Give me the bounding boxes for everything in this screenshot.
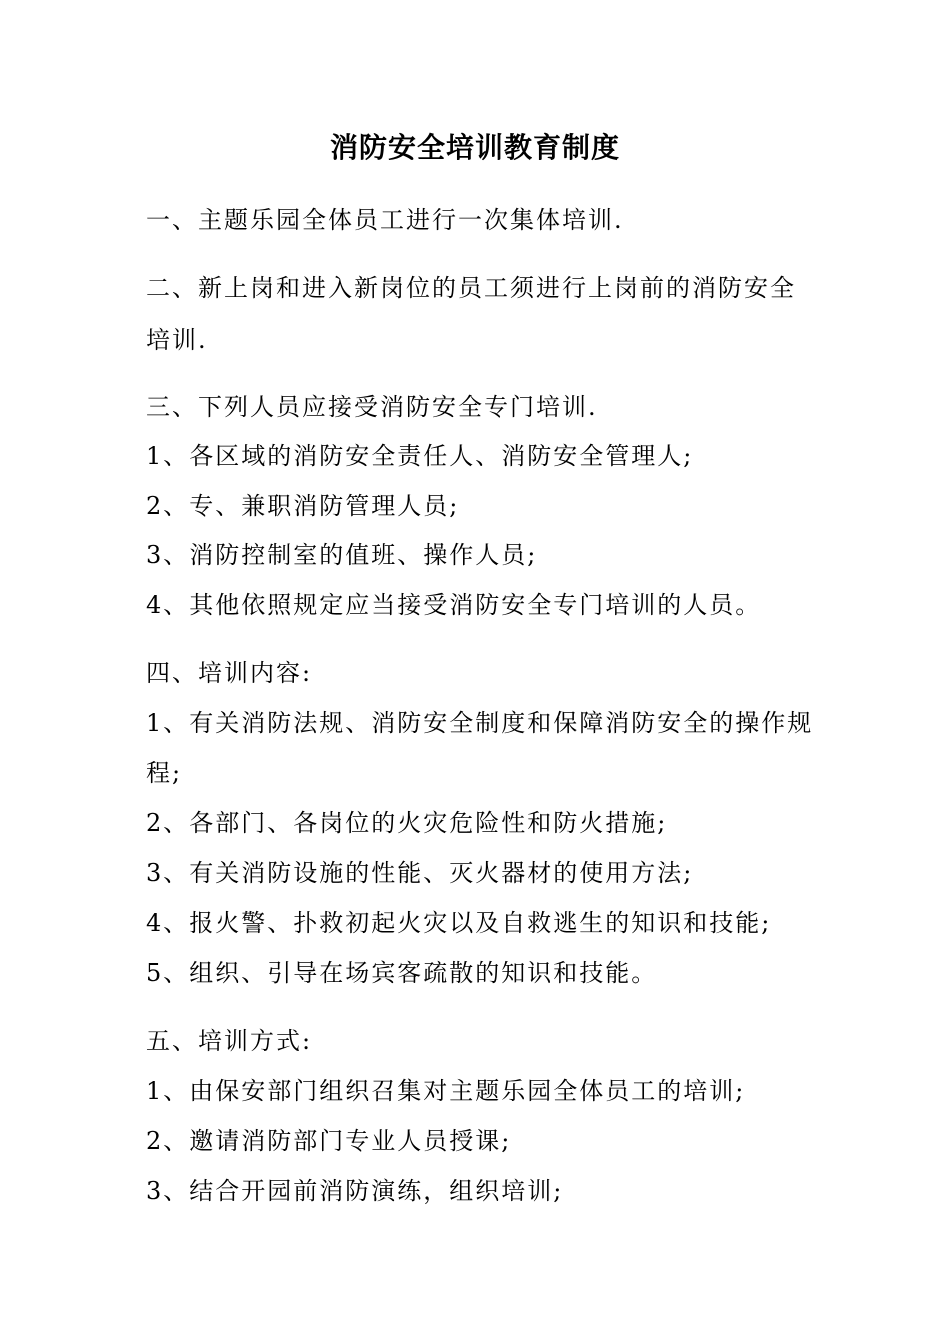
list-item: 1、有关消防法规、消防安全制度和保障消防安全的操作规 [146,709,814,737]
list-item: 3、消防控制室的值班、操作人员; [146,541,538,569]
list-item: 2、各部门、各岗位的火灾危险性和防火措施; [146,809,668,837]
section-3-heading: 三、下列人员应接受消防安全专门培训. [146,393,598,421]
document-title: 消防安全培训教育制度 [329,131,620,164]
list-item: 1、由保安部门组织召集对主题乐园全体员工的培训; [146,1077,746,1105]
list-item-cont: 程; [146,759,183,787]
section-4-heading: 四、培训内容: [146,659,313,687]
list-item: 2、邀请消防部门专业人员授课; [146,1127,512,1155]
section-2-text-cont: 培训. [146,326,208,354]
list-item: 5、组织、引导在场宾客疏散的知识和技能。 [146,959,658,987]
list-item: 4、报火警、扑救初起火灾以及自救逃生的知识和技能; [146,909,772,937]
list-item: 1、各区域的消防安全责任人、消防安全管理人; [146,442,694,470]
section-1-text: 一、主题乐园全体员工进行一次集体培训. [146,206,624,234]
list-item: 2、专、兼职消防管理人员; [146,492,460,520]
section-2-text: 二、新上岗和进入新岗位的员工须进行上岗前的消防安全 [146,274,796,302]
section-5-heading: 五、培训方式: [146,1027,313,1055]
list-item: 3、有关消防设施的性能、灭火器材的使用方法; [146,859,694,887]
list-item: 3、结合开园前消防演练，组织培训; [146,1177,564,1205]
list-item: 4、其他依照规定应当接受消防安全专门培训的人员。 [146,591,762,619]
